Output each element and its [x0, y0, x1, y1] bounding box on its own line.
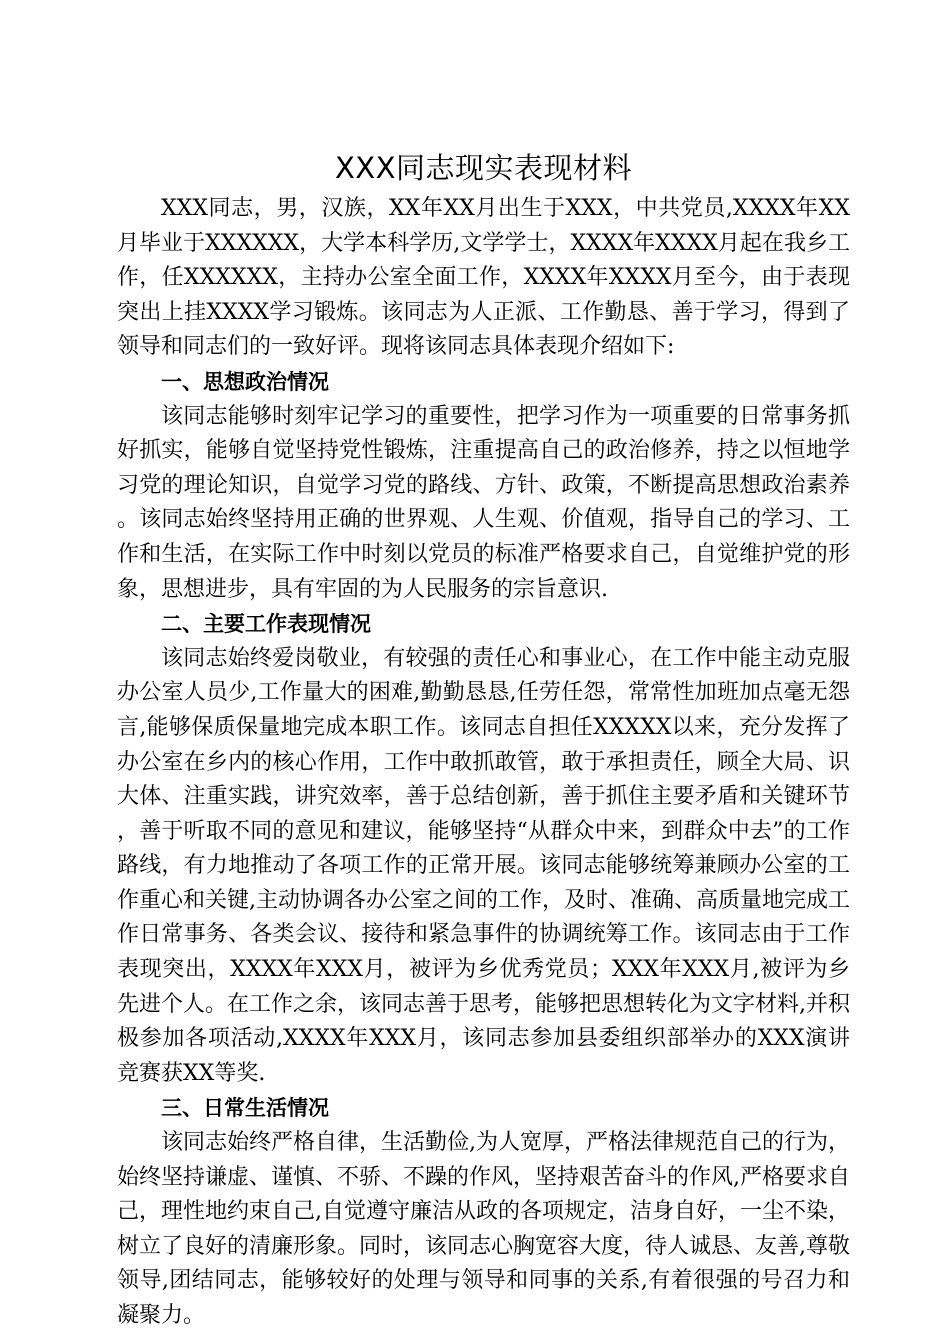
section-heading-daily-life: 三、日常生活情况	[161, 1096, 329, 1121]
intro-paragraph: XXX同志，男，汉族，XX年XX月出生于XXX，中共党员,XXXX年XX月毕业于XXXXXX，大学本科学历,文学学士，XXXX年XXXX月起在我乡工作，任XXXXXX，主持办公室全面工作，XXXX年XXXX月至今，由于表现突出上挂XXXX学习锻炼。该同志为人正派、工作勤恳、善于学习，得到了领导和同志们的一致好评。现将该同志具体表现介绍如下:	[117, 196, 850, 360]
section-heading-work: 二、主要工作表现情况	[161, 612, 371, 637]
section-heading-political: 一、思想政治情况	[161, 369, 329, 394]
section-body-political: 该同志能够时刻牢记学习的重要性，把学习作为一项重要的日常事务抓好抓实，能够自觉坚持党性锻炼，注重提高自己的政治修养，持之以恒地学习党的理论知识，自觉学习党的路线、方针、政策，不断提高思想政治素养。该同志始终坚持用正确的世界观、人生观、价值观，指导自己的学习、工作和生活，在实际工作中时刻以党员的标准严格要求自己，自觉维护党的形象，思想进步，具有牢固的为人民服务的宗旨意识.	[117, 403, 850, 602]
section-body-daily-life: 该同志始终严格自律，生活勤俭,为人宽厚，严格法律规范自己的行为，始终坚持谦虚、谨慎、不骄、不躁的作风，坚持艰苦奋斗的作风,严格要求自己，理性地约束自己,自觉遵守廉洁从政的各项规定，洁身自好，一尘不染，树立了良好的清廉形象。同时，该同志心胸宽容大度，待人诚恳、友善,尊敬领导,团结同志，能够较好的处理与领导和同事的关系,有着很强的号召力和凝聚力。	[117, 1130, 850, 1328]
document-title: XXX同志现实表现材料	[334, 151, 633, 185]
section-body-work: 该同志始终爱岗敬业，有较强的责任心和事业心，在工作中能主动克服办公室人员少,工作量大的困难,勤勤恳恳,任劳任怨，常常性加班加点毫无怨言,能够保质保量地完成本职工作。该同志自担任XXXXX以来，充分发挥了办公室在乡内的核心作用，工作中敢抓敢管，敢于承担责任，顾全大局、识大体、注重实践，讲究效率，善于总结创新，善于抓住主要矛盾和关键环节，善于听取不同的意见和建议，能够坚持“从群众中来，到群众中去”的工作路线，有力地推动了各项工作的正常开展。该同志能够统筹兼顾办公室的工作重心和关键,主动协调各办公室之间的工作，及时、准确、高质量地完成工作日常事务、各类会议、接待和紧急事件的协调统筹工作。该同志由于工作表现突出，XXXX年XXX月，被评为乡优秀党员；XXX年XXX月,被评为乡先进个人。在工作之余，该同志善于思考，能够把思想转化为文字材料,并积极参加各项活动,XXXX年XXX月，该同志参加县委组织部举办的XXX演讲竞赛获XX等奖.	[117, 645, 850, 1086]
document-page	[117, 148, 850, 1334]
